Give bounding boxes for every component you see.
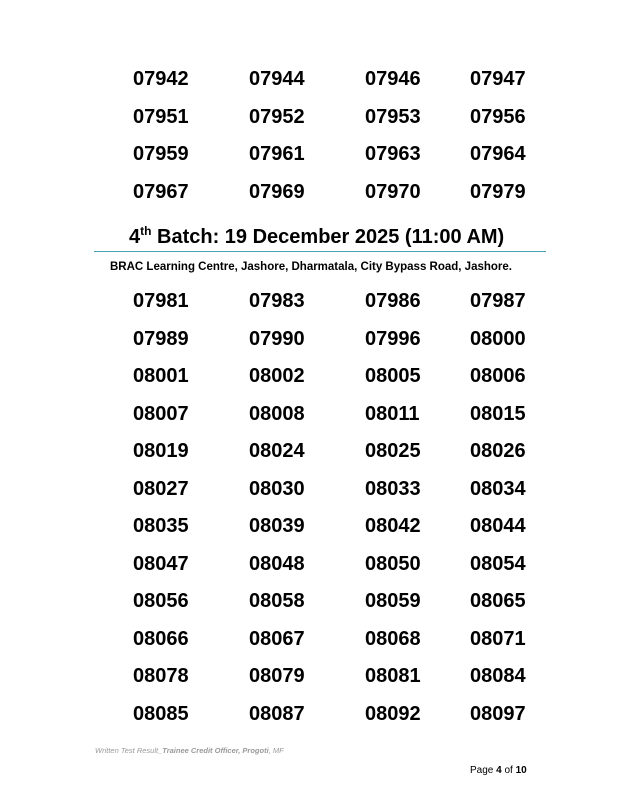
roll-number: 08066 (133, 627, 189, 650)
roll-number: 08058 (249, 590, 305, 612)
roll-number: 07986 (365, 290, 421, 312)
roll-number: 07981 (133, 290, 189, 312)
batch-number: 4 (129, 226, 141, 248)
roll-number: 08054 (470, 552, 526, 575)
roll-number: 08085 (133, 702, 189, 725)
roll-number: 08002 (249, 365, 305, 387)
roll-row (0, 324, 618, 354)
heading-divider (94, 251, 546, 252)
roll-number: 08068 (365, 627, 421, 650)
roll-number: 08047 (133, 552, 189, 575)
roll-number: 08024 (249, 440, 305, 462)
page-total: 10 (515, 765, 527, 776)
roll-number: 07963 (365, 143, 421, 166)
roll-number: 07956 (470, 105, 526, 128)
batch-heading (129, 222, 504, 252)
roll-number: 08092 (365, 702, 421, 725)
roll-number: 08019 (133, 440, 189, 462)
roll-number: 07961 (249, 143, 305, 166)
roll-number: 07953 (365, 105, 421, 128)
roll-number: 07964 (470, 143, 526, 166)
roll-number: 08030 (249, 477, 305, 500)
roll-row (0, 586, 618, 616)
roll-row (0, 102, 618, 132)
roll-number: 07951 (133, 105, 189, 128)
roll-row (0, 474, 618, 504)
batch-ordinal-suffix: th (140, 224, 152, 238)
roll-number: 07959 (133, 143, 189, 166)
roll-row (0, 139, 618, 169)
roll-number: 08008 (249, 402, 305, 425)
roll-number: 07983 (249, 290, 305, 312)
page-number (470, 764, 527, 778)
roll-number: 08027 (133, 477, 189, 500)
roll-number: 08079 (249, 665, 305, 687)
roll-number: 08059 (365, 590, 421, 612)
roll-number: 08035 (133, 515, 189, 537)
roll-number: 08065 (470, 590, 526, 612)
roll-number: 08078 (133, 665, 189, 687)
batch-date-time: Batch: 19 December 2025 (11:00 AM) (151, 226, 505, 248)
roll-number: 08042 (365, 515, 421, 537)
roll-number: 08071 (470, 627, 526, 650)
roll-number: 07969 (249, 180, 305, 203)
roll-number: 08050 (365, 552, 421, 575)
roll-row (0, 549, 618, 579)
footer-title-prefix: Written Test Result_ (95, 746, 163, 755)
roll-row (0, 511, 618, 541)
roll-number: 08034 (470, 477, 526, 500)
roll-number: 08081 (365, 665, 421, 687)
roll-row (0, 286, 618, 316)
roll-row (0, 624, 618, 654)
roll-number: 08006 (470, 365, 526, 387)
roll-number: 08015 (470, 402, 526, 425)
roll-row (0, 64, 618, 94)
roll-number: 08011 (365, 402, 420, 425)
roll-number: 07990 (249, 327, 305, 350)
roll-number: 08067 (249, 627, 305, 650)
roll-number: 08033 (365, 477, 421, 500)
roll-number: 08056 (133, 590, 189, 612)
roll-number: 07987 (470, 290, 526, 312)
roll-number: 07989 (133, 327, 189, 350)
roll-row (0, 177, 618, 207)
roll-row (0, 436, 618, 466)
roll-number: 08044 (470, 515, 526, 537)
roll-number: 07970 (365, 180, 421, 203)
roll-number: 07942 (133, 68, 189, 90)
roll-number: 07944 (249, 68, 305, 90)
footer-title-position: Trainee Credit Officer, Progoti (162, 746, 269, 755)
roll-row (0, 699, 618, 729)
roll-number: 08097 (470, 702, 526, 725)
roll-number: 08000 (470, 327, 526, 350)
roll-number: 08025 (365, 440, 421, 462)
footer-title-suffix: , MF (268, 746, 284, 755)
roll-row (0, 661, 618, 691)
roll-number: 07947 (470, 68, 526, 90)
roll-row (0, 361, 618, 391)
footer-document-title (95, 745, 284, 757)
roll-number: 08084 (470, 665, 526, 687)
roll-number: 08007 (133, 402, 189, 425)
venue-address: BRAC Learning Centre, Jashore, Dharmatala, City Bypass Road, Jashore. (110, 261, 512, 273)
roll-number: 07996 (365, 327, 421, 350)
roll-number: 08048 (249, 552, 305, 575)
roll-number: 07946 (365, 68, 421, 90)
roll-number: 08026 (470, 440, 526, 462)
roll-row (0, 399, 618, 429)
roll-number: 08005 (365, 365, 421, 387)
roll-number: 08039 (249, 515, 305, 537)
roll-number: 07979 (470, 180, 526, 203)
roll-number: 08001 (133, 365, 189, 387)
page-label: Page (470, 765, 497, 776)
page-current: 4 (496, 765, 502, 776)
roll-number: 07952 (249, 105, 305, 128)
page-of: of (501, 765, 516, 776)
roll-number: 07967 (133, 180, 189, 203)
roll-number: 08087 (249, 702, 305, 725)
